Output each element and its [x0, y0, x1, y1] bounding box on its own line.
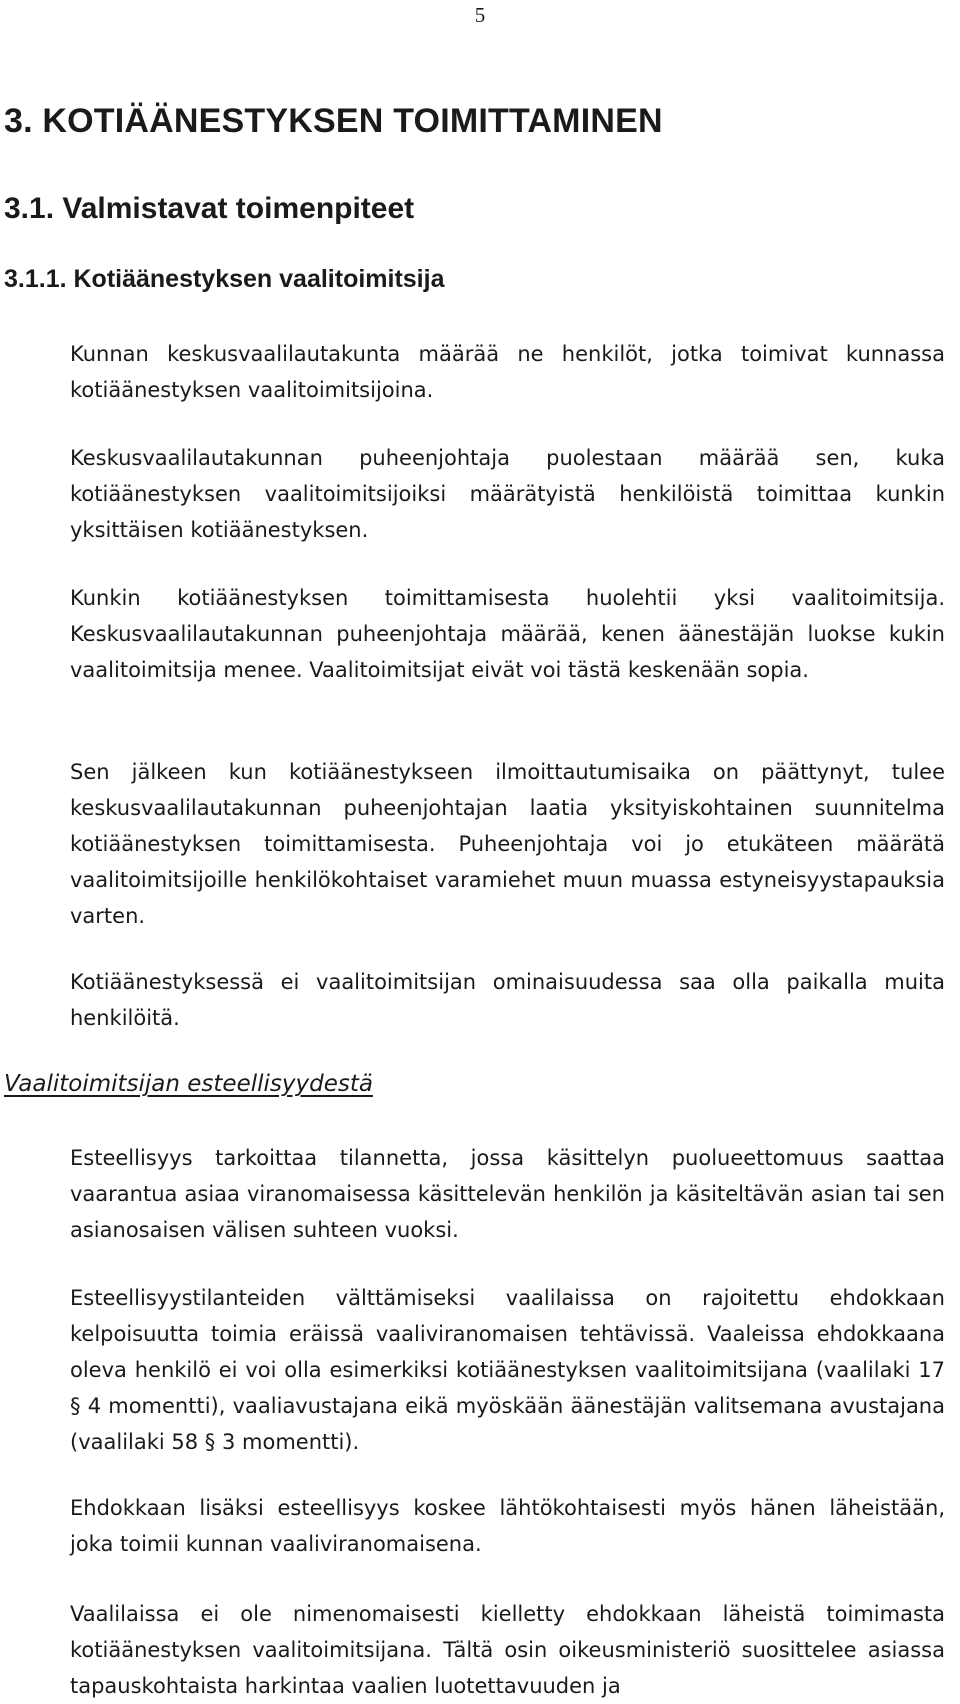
- page-number: 5: [474, 3, 486, 27]
- paragraph: Kunkin kotiäänestyksen toimittamisesta huolehtii yksi vaalitoimitsija. Keskusvaalilautakunnan puheenjohtaja määrää, kenen äänestäjän luokse kukin vaalitoimitsija menee. Vaalitoimitsijat eivät voi tästä keskenään sopia.: [70, 586, 945, 682]
- paragraph: Esteellisyystilanteiden välttämiseksi vaalilaissa on rajoitettu ehdokkaan kelpoisuutta toimia eräissä vaaliviranomaisen tehtävissä. Vaaleissa ehdokkaana oleva henkilö ei voi olla esimerkiksi kotiäänestyksen vaalitoimitsijana (vaalilaki 17 § 4 momentti), vaaliavustajana eikä myöskään äänestäjän valitsemana avustajana (vaalilaki 58 § 3 momentti).: [70, 1286, 945, 1454]
- italic-subheading: Vaalitoimitsijan esteellisyydestä: [4, 1071, 373, 1097]
- paragraph: Kunnan keskusvaalilautakunta määrää ne henkilöt, jotka toimivat kunnassa kotiäänestyksen vaalitoimitsijoina.: [70, 342, 945, 402]
- section-heading: 3.1. Valmistavat toimenpiteet: [4, 192, 415, 225]
- paragraph: Esteellisyys tarkoittaa tilannetta, jossa käsittelyn puolueettomuus saattaa vaarantua asiaa viranomaisessa käsittelevän henkilön ja käsiteltävän asian tai sen asianosaisen välisen suhteen vuoksi.: [70, 1146, 945, 1242]
- paragraph: Keskusvaalilautakunnan puheenjohtaja puolestaan määrää sen, kuka kotiäänestyksen vaalitoimitsijoiksi määrätyistä henkilöistä toimittaa kunkin yksittäisen kotiäänestyksen.: [70, 446, 945, 542]
- paragraph: Sen jälkeen kun kotiäänestykseen ilmoittautumisaika on päättynyt, tulee keskusvaalilautakunnan puheenjohtajan laatia yksityiskohtainen suunnitelma kotiäänestyksen toimittamisesta. Puheenjohtaja voi jo etukäteen määrätä vaalitoimitsijoille henkilökohtaiset varamiehet muun muassa estyneisyystapauksia varten.: [70, 760, 945, 928]
- paragraph: Kotiäänestyksessä ei vaalitoimitsijan ominaisuudessa saa olla paikalla muita henkilöitä.: [70, 970, 945, 1030]
- paragraph: Ehdokkaan lisäksi esteellisyys koskee lähtökohtaisesti myös hänen läheistään, joka toimii kunnan vaaliviranomaisena.: [70, 1496, 945, 1556]
- chapter-heading: 3. KOTIÄÄNESTYKSEN TOIMITTAMINEN: [4, 102, 663, 140]
- paragraph: Vaalilaissa ei ole nimenomaisesti kielletty ehdokkaan läheistä toimimasta kotiäänestyksen vaalitoimitsijana. Tältä osin oikeusministeriö suosittelee asiassa tapauskohtaista harkintaa vaalien luotettavuuden ja: [70, 1602, 945, 1698]
- subsection-heading: 3.1.1. Kotiäänestyksen vaalitoimitsija: [4, 265, 445, 293]
